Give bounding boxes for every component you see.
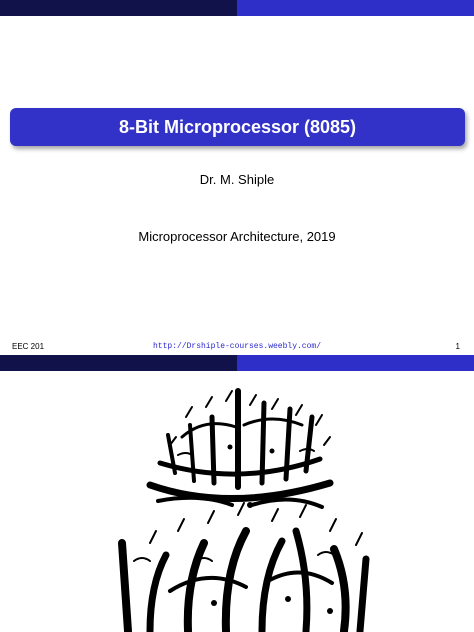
header-bar-blue-segment [237, 0, 474, 16]
footer-link-container [0, 342, 474, 351]
slide-2 [0, 355, 474, 632]
slide-title: 8-Bit Microprocessor (8085) [118, 116, 357, 137]
course-name: Microprocessor Architecture, 2019 [138, 229, 336, 244]
slide-title-box [10, 108, 465, 146]
footer-page-number: 1 [455, 342, 460, 351]
footer-course-code: EEC 201 [12, 342, 45, 351]
header-bar-dark-segment [0, 0, 237, 16]
footer-website-link[interactable]: http://Drshiple-courses.weebly.com/ [152, 342, 322, 351]
author-name: Dr. M. Shiple [199, 172, 275, 187]
arabic-calligraphy-image [0, 355, 474, 632]
slide-header-bar [0, 0, 474, 16]
